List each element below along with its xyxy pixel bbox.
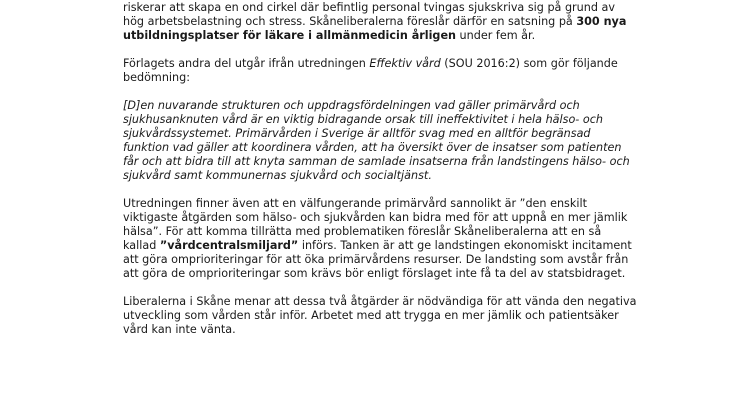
emphasis-training-places: 300 nya utbildningsplatser för läkare i allmänmedicin årligen [123, 15, 627, 42]
paragraph-primary-care [123, 197, 638, 281]
emphasis-healthcare-billion: ”vårdcentralsmiljard” [159, 239, 299, 252]
report-title: Effektiv vård [369, 57, 441, 70]
paragraph-text: under fem år. [456, 29, 536, 42]
document-page [123, 0, 638, 351]
paragraph-text: riskerar att skapa en ond cirkel där befintlig personal tvingas sjukskriva sig på grund av hög arbetsbelastning och stress. Skåneliberalerna föreslår därför en satsning på [123, 1, 615, 28]
paragraph-text: Utredningen finner även att en välfungerande primärvård sannolikt är ”den enskilt viktigaste åtgärden som hälso- och sjukvården kan bidra med för att uppnå en mer jämlik hälsa”. För att komma tillrätta med problematiken föreslår Skåneliberalerna att en så kallad [123, 197, 628, 252]
block-quote: [D]en nuvarande strukturen och uppdragsfördelningen vad gäller primärvård och sjukhusanknuten vård är en viktig bidragande orsak till ineffektivitet i hela hälso- och sjukvårdssystemet. Primärvården i Sverige är alltför svag med en alltför begränsad funktion vad gäller att koordinera vården, att ha översikt över de insatser som patienten får och att bidra till att knyta samman de samlade insatserna från landstingens hälso- och sjukvård samt kommunernas sjukvård och socialtjänst. [123, 99, 630, 182]
paragraph-text: Förlagets andra del utgår ifrån utredningen [123, 57, 370, 70]
paragraph-text: (SOU 2016:2) som gör följande bedömning: [123, 57, 618, 84]
paragraph-training-places [123, 0, 638, 43]
paragraph-conclusion: Liberalerna i Skåne menar att dessa två åtgärder är nödvändiga för att vända den negativa utveckling som vården står inför. Arbetet med att trygga en mer jämlik och patientsäker vård kan inte vänta. [123, 295, 637, 336]
paragraph-text: införs. Tanken är att ge landstingen ekonomiskt incitament att göra omprioriteringar för att öka primärvårdens resurser. De landsting som avstår från att göra de omprioriteringar som krävs bör enligt förslaget inte få ta del av statsbidraget. [123, 239, 632, 280]
paragraph-report-intro [123, 57, 638, 85]
